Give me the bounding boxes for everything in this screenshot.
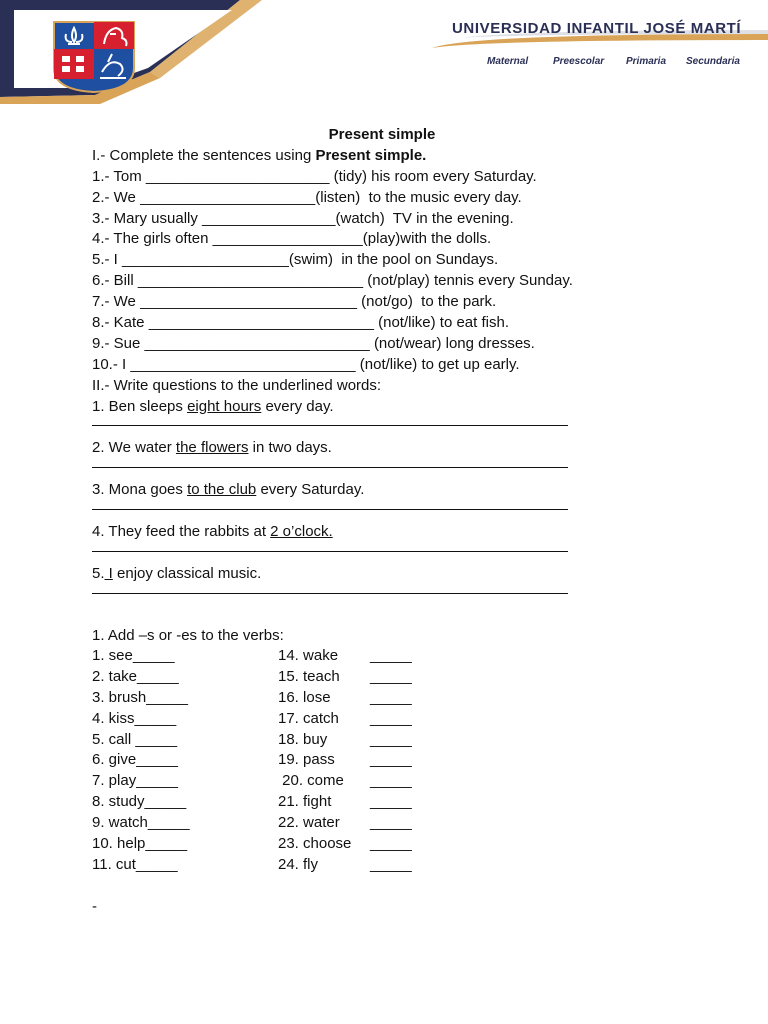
sentence-9: 9.- Sue ___________________________ (not/wear) long dresses.	[92, 334, 535, 352]
question-3	[92, 480, 732, 501]
sentence-1: 1.- Tom ______________________ (tidy) his room every Saturday.	[92, 167, 537, 185]
worksheet-title: Present simple	[328, 126, 436, 143]
question-5-before: 5.	[92, 564, 105, 582]
answer-line-4[interactable]	[92, 543, 732, 564]
verb-left-5: 5. call _____	[92, 730, 178, 748]
question-5-underlined: I	[104, 564, 113, 582]
verb-right-19: 19. pass	[278, 751, 335, 769]
answer-line-1[interactable]	[92, 417, 732, 438]
verb-blank-20[interactable]: _____	[370, 772, 412, 790]
question-3-after: every Saturday.	[256, 481, 365, 499]
sentence-3: 3.- Mary usually ________________(watch) TV in the evening.	[92, 209, 514, 227]
verb-left-6: 6. give_____	[92, 751, 178, 769]
question-4-before: 4. They feed the rabbits at	[92, 522, 271, 540]
question-2-before: 2. We water	[92, 439, 176, 457]
end-mark: -	[92, 898, 97, 915]
section-1-instruction	[92, 146, 732, 167]
sentence-10: 10.- I ___________________________ (not/like) to get up early.	[92, 355, 520, 373]
verb-right-18: 18. buy	[278, 730, 328, 748]
verb-left-10: 10. help_____	[92, 835, 188, 853]
section-3-instruction: 1. Add –s or -es to the verbs:	[92, 627, 284, 645]
question-1	[92, 397, 732, 418]
logo-shield	[54, 22, 134, 92]
sentence-5: 5.- I ____________________(swim) in the pool on Sundays.	[92, 251, 499, 269]
section-1-bold: Present simple.	[315, 146, 427, 164]
verb-right-24: 24. fly	[278, 855, 319, 873]
verb-right-20: 20. come	[278, 772, 344, 790]
verb-left-8: 8. study_____	[92, 793, 187, 811]
verb-blank-24[interactable]: _____	[370, 855, 412, 873]
question-2-underlined: the flowers	[175, 439, 249, 457]
header	[0, 0, 768, 110]
question-5	[92, 564, 732, 585]
verb-blank-16[interactable]: _____	[370, 688, 412, 706]
sentence-8: 8.- Kate ___________________________ (not/like) to eat fish.	[92, 314, 509, 332]
verb-blank-23[interactable]: _____	[370, 835, 412, 853]
verbs-left-column	[92, 646, 190, 876]
question-4-underlined: 2 o’clock.	[270, 522, 333, 540]
level-maternal: Maternal	[487, 56, 529, 67]
section-2-instruction: II.- Write questions to the underlined words:	[92, 376, 382, 394]
verb-right-16: 16. lose	[278, 688, 331, 706]
level-primaria: Primaria	[626, 56, 667, 67]
verb-right-21: 21. fight	[278, 793, 332, 811]
verbs-right-column	[278, 646, 351, 876]
sentence-4: 4.- The girls often __________________(play)with the dolls.	[92, 230, 492, 248]
level-preescolar: Preescolar	[553, 56, 605, 67]
verb-blank-14[interactable]: _____	[370, 647, 412, 664]
blank-spacer	[92, 605, 732, 626]
verb-blank-19[interactable]: _____	[370, 751, 412, 769]
verb-left-4: 4. kiss_____	[92, 709, 177, 727]
verb-left-9: 9. watch_____	[92, 814, 190, 832]
verb-right-14: 14. wake	[278, 647, 339, 664]
verb-right-17: 17. catch	[278, 709, 339, 727]
question-5-after: enjoy classical music.	[112, 564, 262, 582]
verb-left-11: 11. cut_____	[92, 855, 178, 873]
question-3-underlined: to the club	[187, 481, 257, 499]
question-2-after: in two days.	[248, 439, 332, 457]
verb-right-15: 15. teach	[278, 667, 340, 685]
sentence-7: 7.- We __________________________ (not/go) to the park.	[92, 293, 497, 311]
school-name: UNIVERSIDAD INFANTIL JOSÉ MARTÍ	[452, 20, 742, 37]
answer-line-3[interactable]	[92, 501, 732, 522]
verb-right-23: 23. choose	[278, 835, 352, 853]
verb-right-22: 22. water	[278, 814, 340, 832]
sentence-6: 6.- Bill ___________________________ (not/play) tennis every Sunday.	[92, 272, 573, 290]
answer-line-2[interactable]	[92, 459, 732, 480]
verb-blank-15[interactable]: _____	[370, 667, 412, 685]
level-secundaria: Secundaria	[686, 56, 740, 67]
verb-left-2: 2. take_____	[92, 667, 179, 685]
question-3-before: 3. Mona goes	[92, 481, 188, 499]
verb-left-3: 3. brush_____	[92, 688, 188, 706]
verb-left-7: 7. play_____	[92, 772, 178, 790]
question-1-underlined: eight hours	[187, 397, 262, 415]
section-1-prefix: I.- Complete the sentences using	[92, 146, 316, 164]
verb-blank-18[interactable]: _____	[370, 730, 412, 748]
verb-left-1: 1. see_____	[92, 647, 175, 664]
question-1-after: every day.	[261, 397, 334, 415]
verb-blank-21[interactable]: _____	[370, 793, 412, 811]
answer-line-5[interactable]	[92, 585, 732, 606]
question-1-before: 1. Ben sleeps	[92, 397, 188, 415]
verb-blank-17[interactable]: _____	[370, 709, 412, 727]
question-4	[92, 522, 732, 543]
worksheet	[92, 125, 732, 647]
verbs-right-blanks	[370, 646, 412, 876]
verb-blank-22[interactable]: _____	[370, 814, 412, 832]
header-banner	[0, 0, 768, 110]
question-2	[92, 438, 732, 459]
sentence-2: 2.- We _____________________(listen) to the music every day.	[92, 188, 522, 206]
